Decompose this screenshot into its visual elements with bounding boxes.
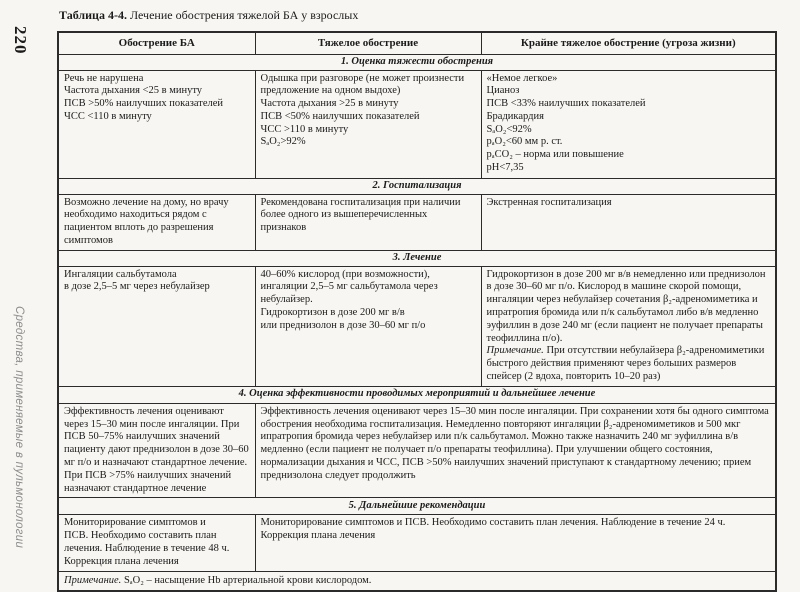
table-title-text: Лечение обострения тяжелой БА у взрослых	[126, 8, 359, 22]
treatment-severe-cell: 40–60% кислород (при возможности), ингаляции 2,5–5 мг сальбутамола через небулайзер. Гидрокортизон в дозе 200 мг в/в или преднизолон в дозе 30–60 мг п/о	[255, 266, 481, 386]
section-4-header-row	[58, 386, 776, 403]
page-number: 220	[11, 26, 30, 55]
column-header-life-threat: Крайне тяжелое обострение (угроза жизни)	[481, 32, 776, 54]
recommendations-severe-cell: Мониторирование симптомов и ПСВ. Необходимо составить план лечения. Наблюдение в течение 24 ч. Коррекция плана лечения	[255, 515, 776, 571]
severe-exacerbation-criteria-cell: Одышка при разговоре (не может произнести предложение на одном выдохе) Частота дыхания >25 в минуту ПСВ <50% наилучших показателей ЧСС >110 в минуту SₐO₂>92%	[255, 70, 481, 178]
treatment-life-threat-main: Гидрокортизон в дозе 200 мг в/в немедленно или преднизолон в дозе 30–60 мг п/о. Кислород в машине скорой помощи, ингаляции через небулайзер сочетания β₂-адреномиметика и ипратропия бромида или п/к сальбутамол либо в/в медленно эуфиллин в дозе 240 мг (если пациент не получает препараты теофиллина п/о).	[486, 268, 766, 344]
asthma-treatment-table	[57, 31, 777, 592]
treatment-life-threat-cell	[481, 266, 776, 386]
section-1-header-row	[58, 54, 776, 70]
section-4-title: 4. Оценка эффективности проводимых мероприятий и дальнейшее лечение	[58, 386, 776, 403]
table-footnote-row	[58, 571, 776, 591]
table-title-number: Таблица 4-4.	[59, 8, 127, 22]
note-text: При отсутствии небулайзера β₂-адреномиметики быстрого действия применяют через больших размеров спейсер (2 вдоха, повторить 10–20 раз)	[486, 345, 765, 383]
hospitalization-recommended-cell: Рекомендована госпитализация при наличии более одного из вышеперечисленных признаков	[255, 194, 481, 250]
sidebar-section-label: Средства, применяемые в пульмонологии	[13, 306, 25, 549]
treatment-life-threat-note	[487, 345, 771, 383]
treatment-mild-cell: Ингаляции сальбутамола в дозе 2,5–5 мг через небулайзер	[58, 266, 255, 386]
section-3-title: 3. Лечение	[58, 250, 776, 266]
column-header-exacerbation: Обострение БА	[58, 32, 255, 54]
hospitalization-row	[58, 194, 776, 250]
section-5-title: 5. Дальнейшие рекомендации	[58, 498, 776, 515]
efficacy-severe-cell: Эффективность лечения оценивают через 15–30 мин после ингаляции. При сохранении хотя бы одного симптома обострения необходима госпитализация. Немедленно повторяют ингаляции β₂-адреномиметиков и 500 мкг ипратропия бромида через небулайзер или п/к сальбутамол. Можно также назначить 240 мг эуфиллина в/в медленно (если пациент не получает п/о препараты теофиллина). При улучшении общего состояния, нормализации дыхания и ЧСС, ПСВ >50% наилучших значений приступают к стандартному лечению; прием преднизолона следует продолжить	[255, 403, 776, 498]
severity-assessment-row	[58, 70, 776, 178]
treatment-row	[58, 266, 776, 386]
recommendations-row	[58, 515, 776, 571]
section-3-header-row	[58, 250, 776, 266]
table-title	[59, 8, 775, 23]
efficacy-mild-cell: Эффективность лечения оценивают через 15–30 мин после ингаляции. При ПСВ 50–75% наилучших значений пациенту дают преднизолон в дозе 30–60 мг п/о и назначают стандартное лечение. При ПСВ >75% наилучших значений назначают стандартное лечение	[58, 403, 255, 498]
page-content	[57, 8, 775, 592]
footnote-lead-label: Примечание.	[64, 574, 122, 586]
mild-exacerbation-criteria-cell: Речь не нарушена Частота дыхания <25 в минуту ПСВ >50% наилучших показателей ЧСС <110 в минуту	[58, 70, 255, 178]
section-1-title: 1. Оценка тяжести обострения	[58, 54, 776, 70]
home-treatment-cell: Возможно лечение на дому, но врачу необходимо находиться рядом с пациентом вплоть до разрешения симптомов	[58, 194, 255, 250]
efficacy-assessment-row	[58, 403, 776, 498]
section-2-header-row	[58, 178, 776, 194]
table-footnote	[58, 571, 776, 591]
section-2-title: 2. Госпитализация	[58, 178, 776, 194]
recommendations-mild-cell: Мониторирование симптомов и ПСВ. Необходимо составить план лечения. Наблюдение в течение 48 ч. Коррекция плана лечения	[58, 515, 255, 571]
footnote-text: SₐO₂ – насыщение Hb артериальной крови кислородом.	[121, 574, 372, 586]
life-threat-criteria-cell: «Немое легкое» Цианоз ПСВ <33% наилучших показателей Брадикардия SₐO₂<92% pₐO₂<60 мм р. ст. pₐCO₂ – норма или повышение pH<7,35	[481, 70, 776, 178]
column-header-severe: Тяжелое обострение	[255, 32, 481, 54]
table-header-row	[58, 32, 776, 54]
note-lead-label: Примечание.	[486, 345, 544, 357]
emergency-hospitalization-cell: Экстренная госпитализация	[481, 194, 776, 250]
section-5-header-row	[58, 498, 776, 515]
